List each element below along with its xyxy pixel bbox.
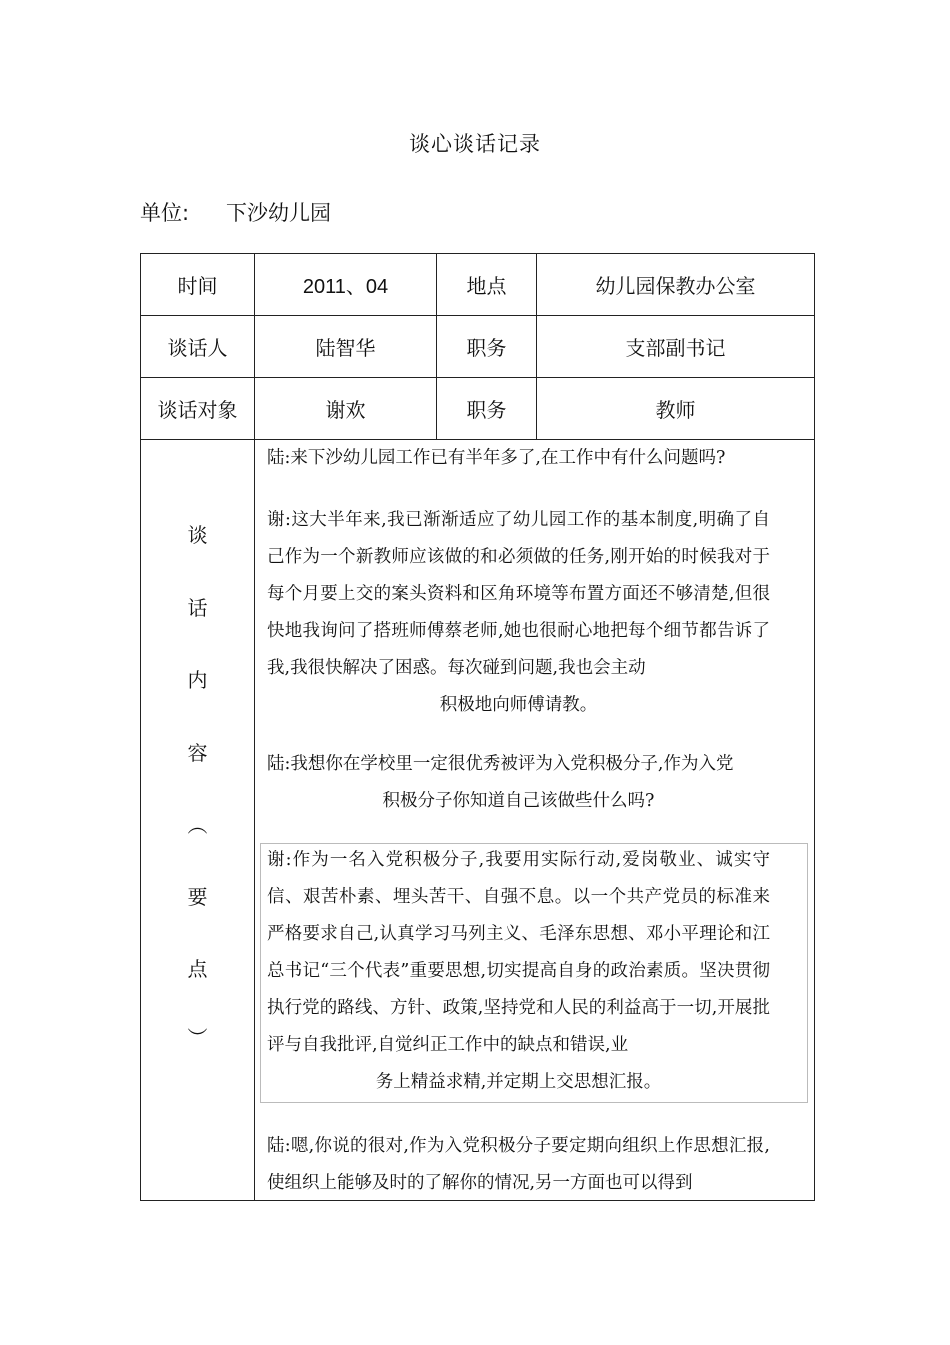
time-label: 时间 [141,254,255,316]
content-label-char: 点 [187,957,208,981]
unit-line [140,197,331,227]
content-label-char: ︵ [187,813,208,837]
subject-label: 谈话对象 [141,378,255,440]
content-label-char: 谈 [187,523,208,547]
content-label-char: 话 [187,596,208,620]
speaker-position-label: 职务 [437,316,537,378]
content-label-char: 容 [187,741,208,765]
dialogue-paragraph: 陆:来下沙幼儿园工作已有半年多了,在工作中有什么问题吗? [267,448,726,468]
place-value: 幼儿园保教办公室 [537,254,815,316]
unit-value: 下沙幼儿园 [226,201,331,225]
table-row [141,378,815,440]
speaker-position-value: 支部副书记 [537,316,815,378]
table-row [141,254,815,316]
subject-position-value: 教师 [537,378,815,440]
dialogue-paragraph: 谢:作为一名入党积极分子,我要用实际行动,爱岗敬业、诚实守信、艰苦朴素、埋头苦干、自强不息。以一个共产党员的标准来严格要求自己,认真学习马列主义、毛泽东思想、邓小平理论和江总书记“三个代表”重要思想,切实提高自身的政治素质。坚决贯彻执行党的路线、方针、政策,坚持党和人民的利益高于一切,开展批评与自我批评,自觉纠正工作中的缺点和错误,业 务上精益求精,并定期上交思想汇报。 [267,850,770,1092]
content-label-cell [141,440,255,1201]
time-value: 2011、04 [255,254,437,316]
content-label-char: 内 [187,668,208,692]
speaker-value: 陆智华 [255,316,437,378]
place-label: 地点 [437,254,537,316]
speaker-label: 谈话人 [141,316,255,378]
document-title: 谈心谈话记录 [409,132,541,156]
dialogue-paragraph: 陆:我想你在学校里一定很优秀被评为入党积极分子,作为入党 积极分子你知道自己该做些什么吗? [267,754,734,811]
dialogue-paragraph: 谢:这大半年来,我已渐渐适应了幼儿园工作的基本制度,明确了自己作为一个新教师应该做的和必须做的任务,刚开始的时候我对于每个月要上交的案头资料和区角环境等布置方面还不够清楚,但很快地我询问了搭班师傅蔡老师,她也很耐心地把每个细节都告诉了我,我很快解决了困惑。每次碰到问题,我也会主动 积极地向师傅请教。 [267,510,770,715]
subject-value: 谢欢 [255,378,437,440]
content-cell [255,440,815,1201]
dialogue-paragraph: 陆:嗯,你说的很对,作为入党积极分子要定期向组织上作思想汇报,使组织上能够及时的了解你的情况,另一方面也可以得到 [267,1136,770,1193]
content-row [141,440,815,1201]
record-table [140,253,815,1201]
table-row [141,316,815,378]
subject-position-label: 职务 [437,378,537,440]
content-label-char: 要 [187,885,208,909]
unit-label: 单位: [140,201,190,225]
content-label-char: ︶ [187,1026,208,1050]
